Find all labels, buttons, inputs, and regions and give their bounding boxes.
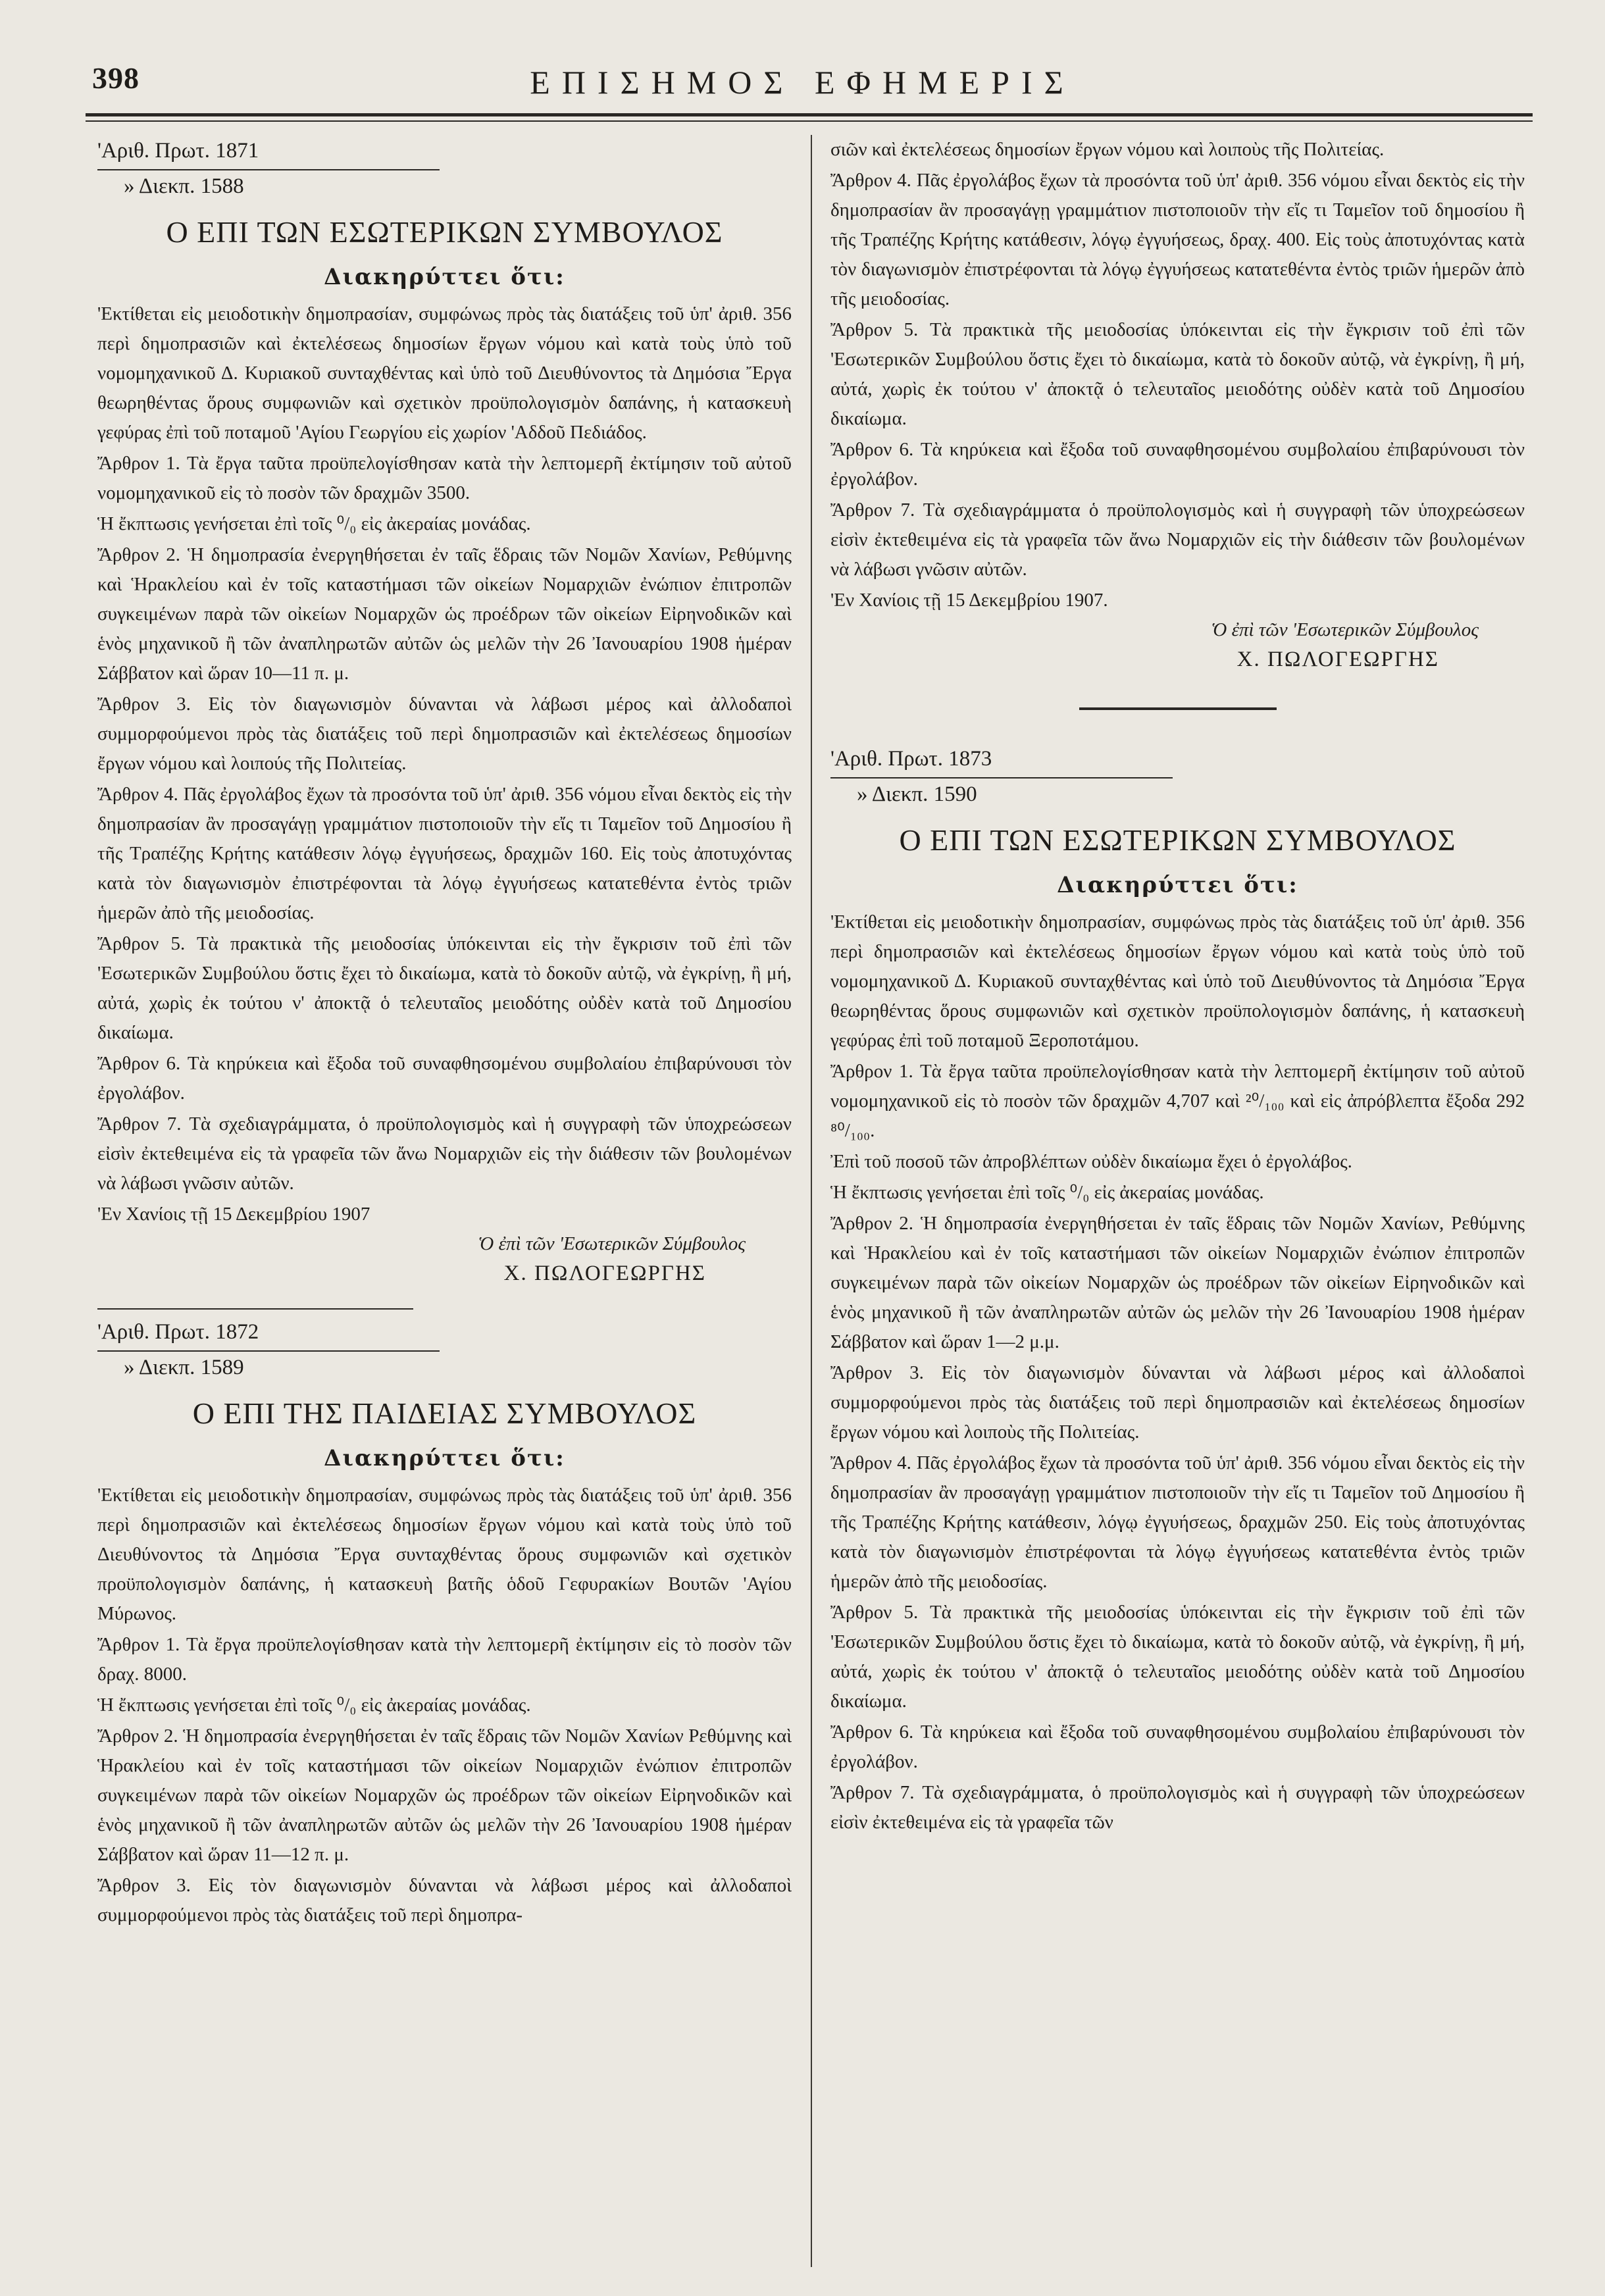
discount-note: Ἡ ἔκπτωσις γενήσεται ἐπὶ τοῖς ⁰/₀ εἰς ἀκεραίας μονάδας. — [97, 1695, 531, 1716]
article-2: Ἄρθρον 2. Ἡ δημοπρασία ἐνεργηθήσεται ἐν ταῖς ἕδραις τῶν Νομῶν Χανίων Ρεθύμνης καὶ Ἡρακλείου καὶ ἐν τοῖς καταστήμασι τῶν οἰκείων Νομαρχιῶν ἐνώπιον ἐπιτροπῶν συγκειμένων παρὰ τῶν οἰκείων Νομαρχῶν ὡς προέδρων τῶν οἰκείων Εἰρηνοδικῶν καὶ ἑνὸς μηχανικοῦ ἢ τῶν ἀναπληρωτῶν αὐτῶν ὡς μελῶν τὴν 26 Ἰανουαρίου 1908 ἡμέραν Σάββατον καὶ ὥραν 11—12 π. μ. — [97, 1725, 792, 1865]
page-number: 398 — [92, 61, 140, 95]
article-2: Ἄρθρον 2. Ἡ δημοπρασία ἐνεργηθήσεται ἐν ταῖς ἕδραις τῶν Νομῶν Χανίων, Ρεθύμνης καὶ Ἡρακλείου καὶ ἐν τοῖς καταστήμασι τῶν οἰκείων Νομαρχιῶν ἐνώπιον ἐπιτροπῶν συγκειμένων παρὰ τῶν οἰκείων Νομαρχῶν ὡς προέδρων τῶν οἰκείων Εἰρηνοδικῶν καὶ ἑνὸς μηχανικοῦ ἢ τῶν ἀναπληρωτῶν αὐτῶν ὡς μελῶν τὴν 26 Ἰανουαρίου 1908 ἡμέραν Σάββατον καὶ ὥραν 1—2 μ.μ. — [830, 1213, 1525, 1352]
article-4: Ἄρθρον 4. Πᾶς ἐργολάβος ἔχων τὰ προσόντα τοῦ ὑπ' ἀριθ. 356 νόμου εἶναι δεκτὸς εἰς τὴν δημοπρασίαν ἂν προσαγάγῃ γραμμάτιον πιστοποιοῦν τὴν εἴς τι Ταμεῖον τοῦ Δημοσίου ἢ τῆς Τραπέζης Κρήτης κατάθεσιν, λόγῳ ἐγγυήσεως, δραχμῶν 250. Εἰς τοὺς ἀποτυχόντας κατὰ τὸν διαγωνισμὸν ἐπιστρέφονται τὰ λόγῳ ἐγγυήσεως κατατεθέντα ἐντὸς τριῶν ἡμερῶν ἀπὸ τῆς μειοδοσίας. — [830, 1452, 1525, 1592]
signature-role: Ὁ ἐπὶ τῶν 'Εσωτερικῶν Σύμβουλος — [1211, 619, 1479, 640]
article-3: Ἄρθρον 3. Εἰς τὸν διαγωνισμὸν δύνανται νὰ λάβωσι μέρος καὶ ἀλλοδαποὶ συμμορφούμενοι πρὸς τὰς διατάξεις τοῦ περὶ δημοπρα- — [97, 1875, 792, 1926]
continuation-text: σιῶν καὶ ἐκτελέσεως δημοσίων ἔργων νόμου καὶ λοιποὺς τῆς Πολιτείας. — [830, 139, 1385, 160]
page-header — [0, 0, 1605, 132]
proclaims-heading: Διακηρύττει ὅτι: — [324, 264, 565, 290]
proclaims-heading: Διακηρύττει ὅτι: — [1057, 872, 1298, 898]
office-title: Ο ΕΠΙ ΤΩΝ ΕΣΩΤΕΡΙΚΩΝ ΣΥΜΒΟΥΛΟΣ — [166, 215, 723, 249]
header-rule — [86, 113, 1533, 122]
article-6: Ἄρθρον 6. Τὰ κηρύκεια καὶ ἔξοδα τοῦ συναφθησομένου συμβολαίου ἐπιβαρύνουσι τὸν ἐργολάβον. — [830, 439, 1525, 490]
article-7: Ἄρθρον 7. Τὰ σχεδιαγράμματα, ὁ προϋπολογισμὸς καὶ ἡ συγγραφὴ τῶν ὑποχρεώσεων εἰσὶν ἐκτεθειμένα εἰς τὰ γραφεῖα τῶν ἄνω Νομαρχιῶν εἰς τὴν διάθεσιν τῶν βουλομένων νὰ λάβωσι γνῶσιν αὐτῶν. — [97, 1113, 792, 1194]
right-column — [830, 135, 1525, 1857]
dispatch-number: » Διεκπ. 1590 — [857, 782, 977, 806]
article-3: Ἄρθρον 3. Εἰς τὸν διαγωνισμὸν δύνανται νὰ λάβωσι μέρος καὶ ἀλλοδαποὶ συμμορφούμενοι πρὸς τὰς διατάξεις τοῦ περὶ δημοπρασιῶν καὶ ἐκτελέσεως δημοσίων ἔργων νόμου καὶ λοιποὺς τῆς Πολιτείας. — [830, 1362, 1525, 1442]
notice-1871 — [97, 135, 792, 1288]
discount-note: Ἡ ἔκπτωσις γενήσεται ἐπὶ τοῖς ⁰/₀ εἰς ἀκεραίας μονάδας. — [97, 513, 531, 534]
signature-place-date: 'Εν Χανίοις τῇ 15 Δεκεμβρίου 1907 — [97, 1204, 370, 1225]
protocol-number: 'Αριθ. Πρωτ. 1873 — [830, 743, 1173, 778]
article-5: Ἄρθρον 5. Τὰ πρακτικὰ τῆς μειοδοσίας ὑπόκεινται εἰς τὴν ἔγκρισιν τοῦ ἐπὶ τῶν 'Εσωτερικῶν Συμβούλου ὅστις ἔχει τὸ δικαίωμα, κατὰ τὸ δοκοῦν αὐτῷ, νὰ ἐγκρίνῃ, ἢ μή, αὐτά, χωρὶς ἐκ τούτου ν' ἀποκτᾷ ὁ τελευταῖος μειοδότης οὐδὲν κατὰ τοῦ Δημοσίου δικαίωμα. — [830, 1602, 1525, 1712]
article-1: Ἄρθρον 1. Τὰ ἔργα ταῦτα προϋπελογίσθησαν κατὰ τὴν λεπτομερῆ ἐκτίμησιν τοῦ αὐτοῦ νομομηχανικοῦ εἰς τὸ ποσὸν τῶν δραχμῶν 3500. — [97, 453, 792, 503]
paragraph-intro: 'Εκτίθεται εἰς μειοδοτικὴν δημοπρασίαν, συμφώνως πρὸς τὰς διατάξεις τοῦ ὑπ' ἀριθ. 356 περὶ δημοπρασιῶν καὶ ἐκτελέσεως δημοσίων ἔργων νόμου καὶ κατὰ τοὺς ὑπὸ τοῦ νομομηχανικοῦ Δ. Κυριακοῦ συνταχθέντας καὶ ὑπὸ τοῦ Διευθύνοντος τὰ Δημόσια Ἔργα θεωρηθέντας ὅρους συμφωνιῶν καὶ σχετικὸν προϋπολογισμὸν δαπάνης, ἡ κατασκευὴ γεφύρας ἐπὶ τοῦ ποταμοῦ 'Αγίου Γεωργίου εἰς χωρίον 'Αδδοῦ Πεδιάδος. — [97, 303, 792, 443]
article-1: Ἄρθρον 1. Τὰ ἔργα ταῦτα προϋπελογίσθησαν κατὰ τὴν λεπτομερῆ ἐκτίμησιν τοῦ αὐτοῦ νομομηχανικοῦ εἰς τὸ ποσὸν τῶν δραχμῶν 4,707 καὶ ²⁰/₁₀₀ καὶ εἰς ἀπρόβλεπτα ἔξοδα 292 ⁸⁰/₁₀₀. — [830, 1061, 1525, 1141]
notice-1872 — [97, 1308, 792, 1930]
paragraph-intro: 'Εκτίθεται εἰς μειοδοτικὴν δημοπρασίαν, συμφώνως πρὸς τὰς διατάξεις τοῦ ὑπ' ἀριθ. 356 περὶ δημοπρασιῶν καὶ ἐκτελέσεως δημοσίων ἔργων νόμου καὶ κατὰ τοὺς ὑπὸ τοῦ Διευθύνοντος τὰ Δημόσια Ἔργα συνταχθέντας ὅρους συμφωνιῶν καὶ σχετικὸν προϋπολογισμὸν δαπάνης, ἡ κατασκευὴ βατῆς ὁδοῦ Γεφυρακίων Βουτῶν 'Αγίου Μύρωνος. — [97, 1485, 792, 1624]
article-6: Ἄρθρον 6. Τὰ κηρύκεια καὶ ἔξοδα τοῦ συναφθησομένου συμβολαίου ἐπιβαρύνουσι τὸν ἐργολάβον. — [97, 1053, 792, 1104]
article-3: Ἄρθρον 3. Εἰς τὸν διαγωνισμὸν δύνανται νὰ λάβωσι μέρος καὶ ἀλλοδαποὶ συμμορφούμενοι πρὸς τὰς διατάξεις τοῦ περὶ δημοπρασιῶν καὶ ἐκτελέσεως δημοσίων ἔργων νόμου καὶ λοιπούς τῆς Πολιτείας. — [97, 694, 792, 774]
unforeseen-note: Ἐπὶ τοῦ ποσοῦ τῶν ἀπροβλέπτων οὐδὲν δικαίωμα ἔχει ὁ ἐργολάβος. — [830, 1151, 1352, 1172]
signature-name: Χ. ΠΩΛΟΓΕΩΡΓΗΣ — [1236, 648, 1439, 671]
signature-role: Ὁ ἐπὶ τῶν 'Εσωτερικῶν Σύμβουλος — [478, 1233, 746, 1254]
signature-name: Χ. ΠΩΛΟΓΕΩΡΓΗΣ — [503, 1262, 706, 1285]
notice-1872-continuation — [830, 135, 1525, 675]
left-column — [97, 135, 792, 1950]
column-divider — [811, 135, 812, 2267]
article-5: Ἄρθρον 5. Τὰ πρακτικὰ τῆς μειοδοσίας ὑπόκεινται εἰς τὴν ἔγκρισιν τοῦ ἐπὶ τῶν 'Εσωτερικῶν Συμβούλου ὅστις ἔχει τὸ δικαίωμα, κατὰ τὸ δοκοῦν αὐτῷ, νὰ ἐγκρίνῃ, ἢ μή, αὐτά, χωρὶς ἐκ τούτου ν' ἀποκτᾷ ὁ τελευταῖος μειοδότης οὐδὲν κατὰ τοῦ Δημοσίου δικαίωμα. — [97, 933, 792, 1043]
article-2: Ἄρθρον 2. Ἡ δημοπρασία ἐνεργηθήσεται ἐν ταῖς ἕδραις τῶν Νομῶν Χανίων, Ρεθύμνης καὶ Ἡρακλείου καὶ ἐν τοῖς καταστήμασι τῶν οἰκείων Νομαρχιῶν ἐνώπιον ἐπιτροπῶν συγκειμένων παρὰ τῶν οἰκείων Νομαρχῶν ὡς προέδρων τῶν οἰκείων Εἰρηνοδικῶν καὶ ἑνὸς μηχανικοῦ ἢ τῶν ἀναπληρωτῶν αὐτῶν ὡς μελῶν τὴν 26 Ἰανουαρίου 1908 ἡμέραν Σάββατον καὶ ὥραν 10—11 π. μ. — [97, 544, 792, 684]
paragraph-intro: 'Εκτίθεται εἰς μειοδοτικὴν δημοπρασίαν, συμφώνως πρὸς τὰς διατάξεις τοῦ ὑπ' ἀριθ. 356 περὶ δημοπρασιῶν καὶ ἐκτελέσεως δημοσίων ἔργων νόμου καὶ κατὰ τοὺς ὑπὸ τοῦ νομομηχανικοῦ Δ. Κυριακοῦ συνταχθέντας καὶ ὑπὸ τοῦ Διευθύνοντος τὰ Δημόσια Ἔργα θεωρηθέντας ὅρους συμφωνιῶν καὶ σχετικὸν προϋπολογισμὸν δαπάνης, ἡ κατασκευὴ γεφύρας ἐπὶ τοῦ ποταμοῦ Ξεροποτάμου. — [830, 911, 1525, 1051]
article-6: Ἄρθρον 6. Τὰ κηρύκεια καὶ ἔξοδα τοῦ συναφθησομένου συμβολαίου ἐπιβαρύνουσι τὸν ἐργολάβον. — [830, 1722, 1525, 1772]
section-separator — [1079, 707, 1277, 710]
dispatch-number: » Διεκπ. 1588 — [124, 174, 244, 198]
office-title: Ο ΕΠΙ ΤΩΝ ΕΣΩΤΕΡΙΚΩΝ ΣΥΜΒΟΥΛΟΣ — [899, 823, 1456, 857]
article-5: Ἄρθρον 5. Τὰ πρακτικὰ τῆς μειοδοσίας ὑπόκεινται εἰς τὴν ἔγκρισιν τοῦ ἐπὶ τῶν 'Εσωτερικῶν Συμβούλου ὅστις ἔχει τὸ δικαίωμα, κατὰ τὸ δοκοῦν αὐτῷ, νὰ ἐγκρίνῃ, ἢ μή, αὐτά, χωρὶς ἐκ τούτου ν' ἀποκτᾷ ὁ τελευταῖος μειοδότης οὐδὲν κατὰ τοῦ Δημοσίου δικαίωμα. — [830, 319, 1525, 429]
protocol-number: 'Αριθ. Πρωτ. 1872 — [97, 1316, 440, 1352]
discount-note: Ἡ ἔκπτωσις γενήσεται ἐπὶ τοῖς ⁰/₀ εἰς ἀκεραίας μονάδας. — [830, 1182, 1264, 1203]
signature-place-date: 'Εν Χανίοις τῇ 15 Δεκεμβρίου 1907. — [830, 590, 1108, 611]
proclaims-heading: Διακηρύττει ὅτι: — [324, 1445, 565, 1471]
separator-rule — [97, 1308, 413, 1310]
article-4: Ἄρθρον 4. Πᾶς ἐργολάβος ἔχων τὰ προσόντα τοῦ ὑπ' ἀριθ. 356 νόμου εἶναι δεκτὸς εἰς τὴν δημοπρασίαν ἂν προσαγάγῃ γραμμάτιον πιστοποιοῦν τὴν εἴς τι Ταμεῖον τοῦ Δημοσίου ἢ τῆς Τραπέζης Κρήτης κατάθεσιν λόγῳ ἐγγυήσεως, δραχμῶν 160. Εἰς τοὺς ἀποτυχόντας κατὰ τὸν διαγωνισμὸν ἐπιστρέφονται τὰ λόγῳ ἐγγυήσεως κατατεθέντα ἐντὸς τριῶν ἡμερῶν ἀπὸ τῆς μειοδοσίας. — [97, 784, 792, 923]
dispatch-number: » Διεκπ. 1589 — [124, 1356, 244, 1379]
running-title: ΕΠΙΣΗΜΟΣ ΕΦΗΜΕΡΙΣ — [530, 64, 1075, 101]
article-7: Ἄρθρον 7. Τὰ σχεδιαγράμματα, ὁ προϋπολογισμὸς καὶ ἡ συγγραφὴ τῶν ὑποχρεώσεων εἰσὶν ἐκτεθειμένα εἰς τὰ γραφεῖα τῶν — [830, 1782, 1525, 1833]
article-4: Ἄρθρον 4. Πᾶς ἐργολάβος ἔχων τὰ προσόντα τοῦ ὑπ' ἀριθ. 356 νόμου εἶναι δεκτὸς εἰς τὴν δημοπρασίαν ἂν προσαγάγῃ γραμμάτιον πιστοποιοῦν τὴν εἴς τι Ταμεῖον τοῦ δημοσίου ἢ τῆς Τραπέζης Κρήτης κατάθεσιν, λόγῳ ἐγγυήσεως, δραχ. 400. Εἰς τοὺς ἀποτυχόντας κατὰ τὸν διαγωνισμὸν ἐπιστρέφονται τὰ λόγῳ ἐγγυήσεως κατατεθέντα ἐντὸς τριῶν ἡμερῶν ἀπὸ τῆς μειοδοσίας. — [830, 170, 1525, 309]
article-1: Ἄρθρον 1. Τὰ ἔργα προϋπελογίσθησαν κατὰ τὴν λεπτομερῆ ἐκτίμησιν εἰς τὸ ποσὸν τῶν δραχ. 8000. — [97, 1634, 792, 1685]
protocol-number: 'Αριθ. Πρωτ. 1871 — [97, 135, 440, 170]
article-7: Ἄρθρον 7. Τὰ σχεδιαγράμματα ὁ προϋπολογισμὸς καὶ ἡ συγγραφὴ τῶν ὑποχρεώσεων εἰσὶν ἐκτεθειμένα εἰς τὰ γραφεῖα τῶν ἄνω Νομαρχιῶν εἰς τὴν διάθεσιν τῶν βουλομένων νὰ λάβωσι γνῶσιν αὐτῶν. — [830, 499, 1525, 580]
notice-1873 — [830, 743, 1525, 1837]
office-title: Ο ΕΠΙ ΤΗΣ ΠΑΙΔΕΙΑΣ ΣΥΜΒΟΥΛΟΣ — [192, 1396, 697, 1430]
